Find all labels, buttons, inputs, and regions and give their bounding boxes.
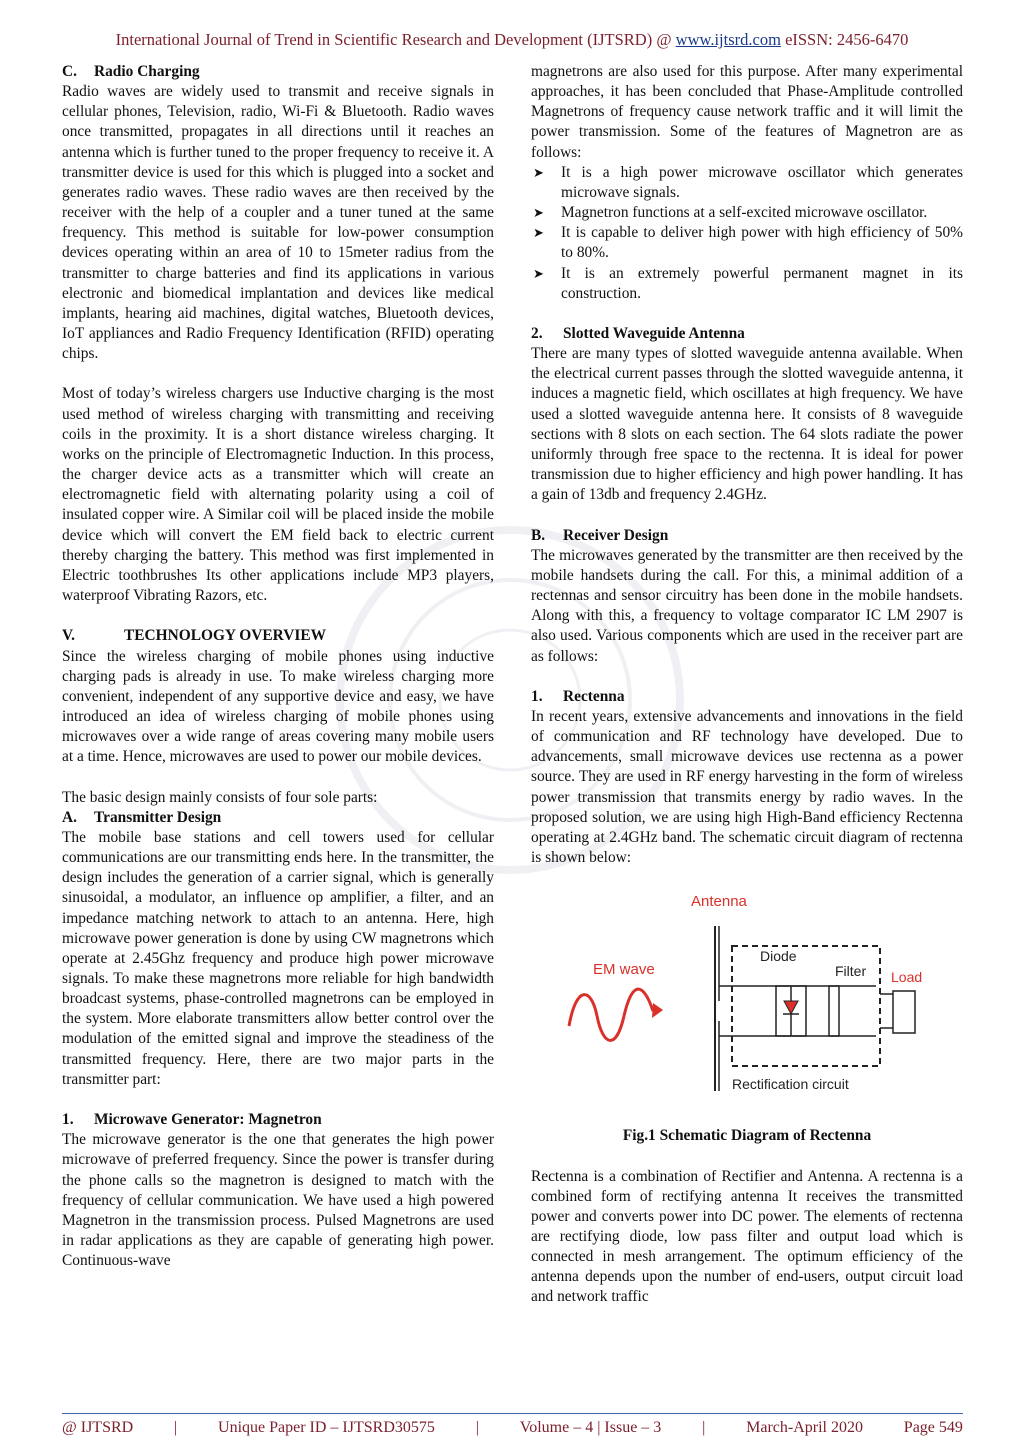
list-item bbox=[531, 264, 963, 304]
heading-number: 1. bbox=[531, 687, 543, 705]
header-issn: eISSN: 2456-6470 bbox=[780, 30, 909, 49]
em-wave-label: EM wave bbox=[593, 961, 655, 979]
paragraph-rectenna-1: In recent years, extensive advancements and innovations in the field of communication and RF technology have developed. Due to advancements, small microwave devices use rectenna as a power source. They are used in RF energy harvesting in the form of wireless power transmission that transmits energy by radio waves. In the proposed solution, we are using high High-Band efficiency Rectenna operating at 2.4GHz band. The schematic circuit diagram of rectenna is shown below: bbox=[531, 707, 963, 867]
filter-label: Filter bbox=[835, 963, 867, 980]
page-footer bbox=[62, 1413, 963, 1442]
list-item-text: It is capable to deliver high power with high efficiency of 50% to 80%. bbox=[561, 224, 963, 262]
heading-number: A. bbox=[62, 808, 77, 826]
heading-title: TECHNOLOGY OVERVIEW bbox=[124, 627, 326, 645]
footer-date: March-April 2020 bbox=[746, 1419, 863, 1436]
footer-separator: | bbox=[174, 1419, 178, 1436]
footer-separator: | bbox=[702, 1419, 706, 1436]
heading-title: Transmitter Design bbox=[94, 808, 222, 826]
list-item bbox=[531, 203, 963, 223]
right-column bbox=[531, 62, 963, 1308]
section-heading-receiver bbox=[531, 526, 963, 546]
left-column bbox=[62, 62, 494, 1271]
list-item-text: It is a high power microwave oscillator which generates microwave signals. bbox=[561, 163, 963, 201]
heading-number: V. bbox=[62, 627, 75, 645]
paragraph-technology-1: Since the wireless charging of mobile phones using inductive charging pads is already in use. To make wireless charging more convenient, independent of any supportive device and easy, we have introduced an idea of wireless charging of mobile phones using microwaves over a wide range of areas covering many mobile users at a time. Hence, microwaves are used to power our mobile devices. bbox=[62, 647, 494, 766]
arrow-bullet-icon: ➤ bbox=[533, 265, 544, 281]
section-heading-rectenna bbox=[531, 687, 963, 707]
journal-link[interactable]: www.ijtsrd.com bbox=[675, 30, 781, 49]
figure-caption: Fig.1 Schematic Diagram of Rectenna bbox=[622, 1127, 872, 1145]
footer-page-number: Page 549 bbox=[903, 1419, 963, 1436]
paragraph-radio-1: Radio waves are widely used to transmit and receive signals in cellular phones, Television, radio, Wi-Fi & Bluetooth. Radio waves once transmitted, propagates in all directions until it reaches an antenna which is further tuned to the proper frequency to receive it. A transmitter device is used for this which is plugged into a socket and generates radio waves. These radio waves are then received by the receiver with the help of a coupler and a tuner tuned at the same frequency. This method is suitable for low-power consumption devices operating within an area of 10 to 15meter radius from the transmitter to charge batteries and find its applications in various electronic and biomedical implantation and devices like medical implants, hearing aid machines, digital watches, Bluetooth devices, IoT appliances and Radio Frequency Identification (RFID) operating chips. bbox=[62, 83, 494, 363]
arrow-bullet-icon: ➤ bbox=[533, 225, 544, 241]
paragraph-receiver: The microwaves generated by the transmitter are then received by the mobile handsets during the call. For this, a minimal addition of a rectennas and sensor circuitry has been done in the mobile handsets. Along with this, a frequency to voltage comparator IC LM 2907 is also used. Various components which are used in the receiver part are as follows: bbox=[531, 546, 963, 665]
heading-number: 1. bbox=[62, 1111, 74, 1129]
paragraph-radio-2: Most of today’s wireless chargers use Inductive charging is the most used method of wireless charging with transmitting and receiving coils in the proximity. It is a short distance wireless charging. It works on the principle of Electromagnetic Induction. In this process, the charger device acts as a transmitter which will create an electromagnetic field with alternating polarity using a coil of insulated copper wire. A Similar coil will be placed inside the mobile device which will convert the EM field back to electric current thereby charging the battery. This method was first implemented in Electric toothbrushes Its other applications include MP3 players, waterproof Vibrating Razors, etc. bbox=[62, 385, 494, 605]
em-wave-icon bbox=[569, 989, 653, 1040]
paragraph-technology-2: The basic design mainly consists of four sole parts: bbox=[62, 788, 378, 806]
paragraph-rectenna-2: Rectenna is a combination of Rectifier and Antenna. A rectenna is a combined form of rectifying antenna It receives the transmitted power and converts power into DC power. The elements of rectenna are rectifying diode, low pass filter and output load which is connected in mesh arrangement. The optimum efficiency of the antenna depends upon the number of end-users, output circuit load and network traffic bbox=[531, 1167, 963, 1306]
paragraph-magnetron-1: The microwave generator is the one that generates the high power microwave of preferred frequency. Since the power is transfer during the phone calls so the magnetron is designed to match with the frequency of cellular communication. We have used a high powered Magnetron in the transmission process. Pulsed Magnetrons are used in radar applications as they are capable of generating high power. Continuous-wave bbox=[62, 1131, 494, 1270]
list-item-text: It is an extremely powerful permanent magnet in its construction. bbox=[561, 264, 963, 302]
section-heading-radio bbox=[62, 62, 494, 82]
magnetron-features-list bbox=[531, 163, 963, 304]
rectenna-schematic-diagram bbox=[531, 876, 963, 1126]
filter-icon bbox=[829, 986, 839, 1036]
heading-title: Radio Charging bbox=[94, 63, 200, 80]
heading-title: Rectenna bbox=[563, 687, 625, 705]
heading-number: B. bbox=[531, 526, 546, 544]
heading-number: 2. bbox=[531, 325, 543, 343]
list-item-text: Magnetron functions at a self-excited microwave oscillator. bbox=[561, 204, 928, 222]
diode-icon bbox=[783, 986, 799, 1036]
footer-paper-id: Unique Paper ID – IJTSRD30575 bbox=[218, 1419, 435, 1436]
load-label: Load bbox=[891, 969, 923, 986]
heading-title: Receiver Design bbox=[563, 526, 669, 544]
section-heading-technology bbox=[62, 626, 494, 646]
section-heading-magnetron bbox=[62, 1110, 494, 1130]
section-heading-transmitter bbox=[62, 808, 494, 828]
paragraph-transmitter-1: The mobile base stations and cell towers used for cellular communications are our transmitting ends here. In the transmitter, the design includes the generation of a carrier signal, which is generally sinusoidal, a modulator, an influence op amplifier, a filter, and an impedance matching network to attach to an antenna. Here, high microwave power generation is done by using CW magnetrons which operate at 2.45Ghz frequency and produce high power microwave signals. To make these magnetrons more reliable for high bandwidth broadcast systems, phase-controlled magnetrons can be employed in the system. More elaborate transmitters allow better control over the modulation of the emitted signal and improve the steadiness of the transmitted frequency. Here, there are two major parts in the transmitter part: bbox=[62, 828, 494, 1088]
footer-separator: | bbox=[475, 1419, 479, 1436]
rectenna-schematic-figure bbox=[531, 876, 963, 1126]
diode-label: Diode bbox=[760, 948, 797, 965]
header-journal: International Journal of Trend in Scientific Research and Development (IJTSRD) @ bbox=[115, 30, 676, 49]
footer-org: @ IJTSRD bbox=[62, 1419, 134, 1436]
section-heading-slotted-waveguide bbox=[531, 324, 963, 344]
paragraph-magnetron-2: magnetrons are also used for this purpose. After many experimental approaches, it has been concluded that Phase-Amplitude controlled Magnetrons of frequency cause network traffic and it will limit the power transmission. Some of the features of Magnetron are as follows: bbox=[531, 63, 963, 161]
antenna-label: Antenna bbox=[691, 893, 747, 911]
paragraph-slotted-waveguide: There are many types of slotted waveguide antenna available. When the electrical current passes through the slotted waveguide antenna, it induces a magnetic field, which oscillates at high frequency. We have used a slotted waveguide antenna here. It consists of 8 waveguide sections with 8 slots on each section. The 64 slots radiate the power uniformly through free space to the rectenna. It is ideal for power transmission due to higher efficiency and high power handling. It has a gain of 13db and frequency 2.4GHz. bbox=[531, 345, 963, 504]
list-item bbox=[531, 223, 963, 263]
list-item bbox=[531, 163, 963, 203]
arrow-bullet-icon: ➤ bbox=[533, 164, 544, 180]
heading-title: Microwave Generator: Magnetron bbox=[94, 1111, 322, 1129]
arrow-bullet-icon: ➤ bbox=[533, 205, 544, 221]
heading-title: Slotted Waveguide Antenna bbox=[563, 325, 745, 343]
running-header bbox=[0, 30, 1024, 50]
footer-volume: Volume – 4 | Issue – 3 bbox=[519, 1419, 662, 1436]
load-icon bbox=[893, 991, 915, 1033]
rectification-circuit-label: Rectification circuit bbox=[732, 1076, 849, 1093]
heading-number: C. bbox=[62, 63, 77, 80]
